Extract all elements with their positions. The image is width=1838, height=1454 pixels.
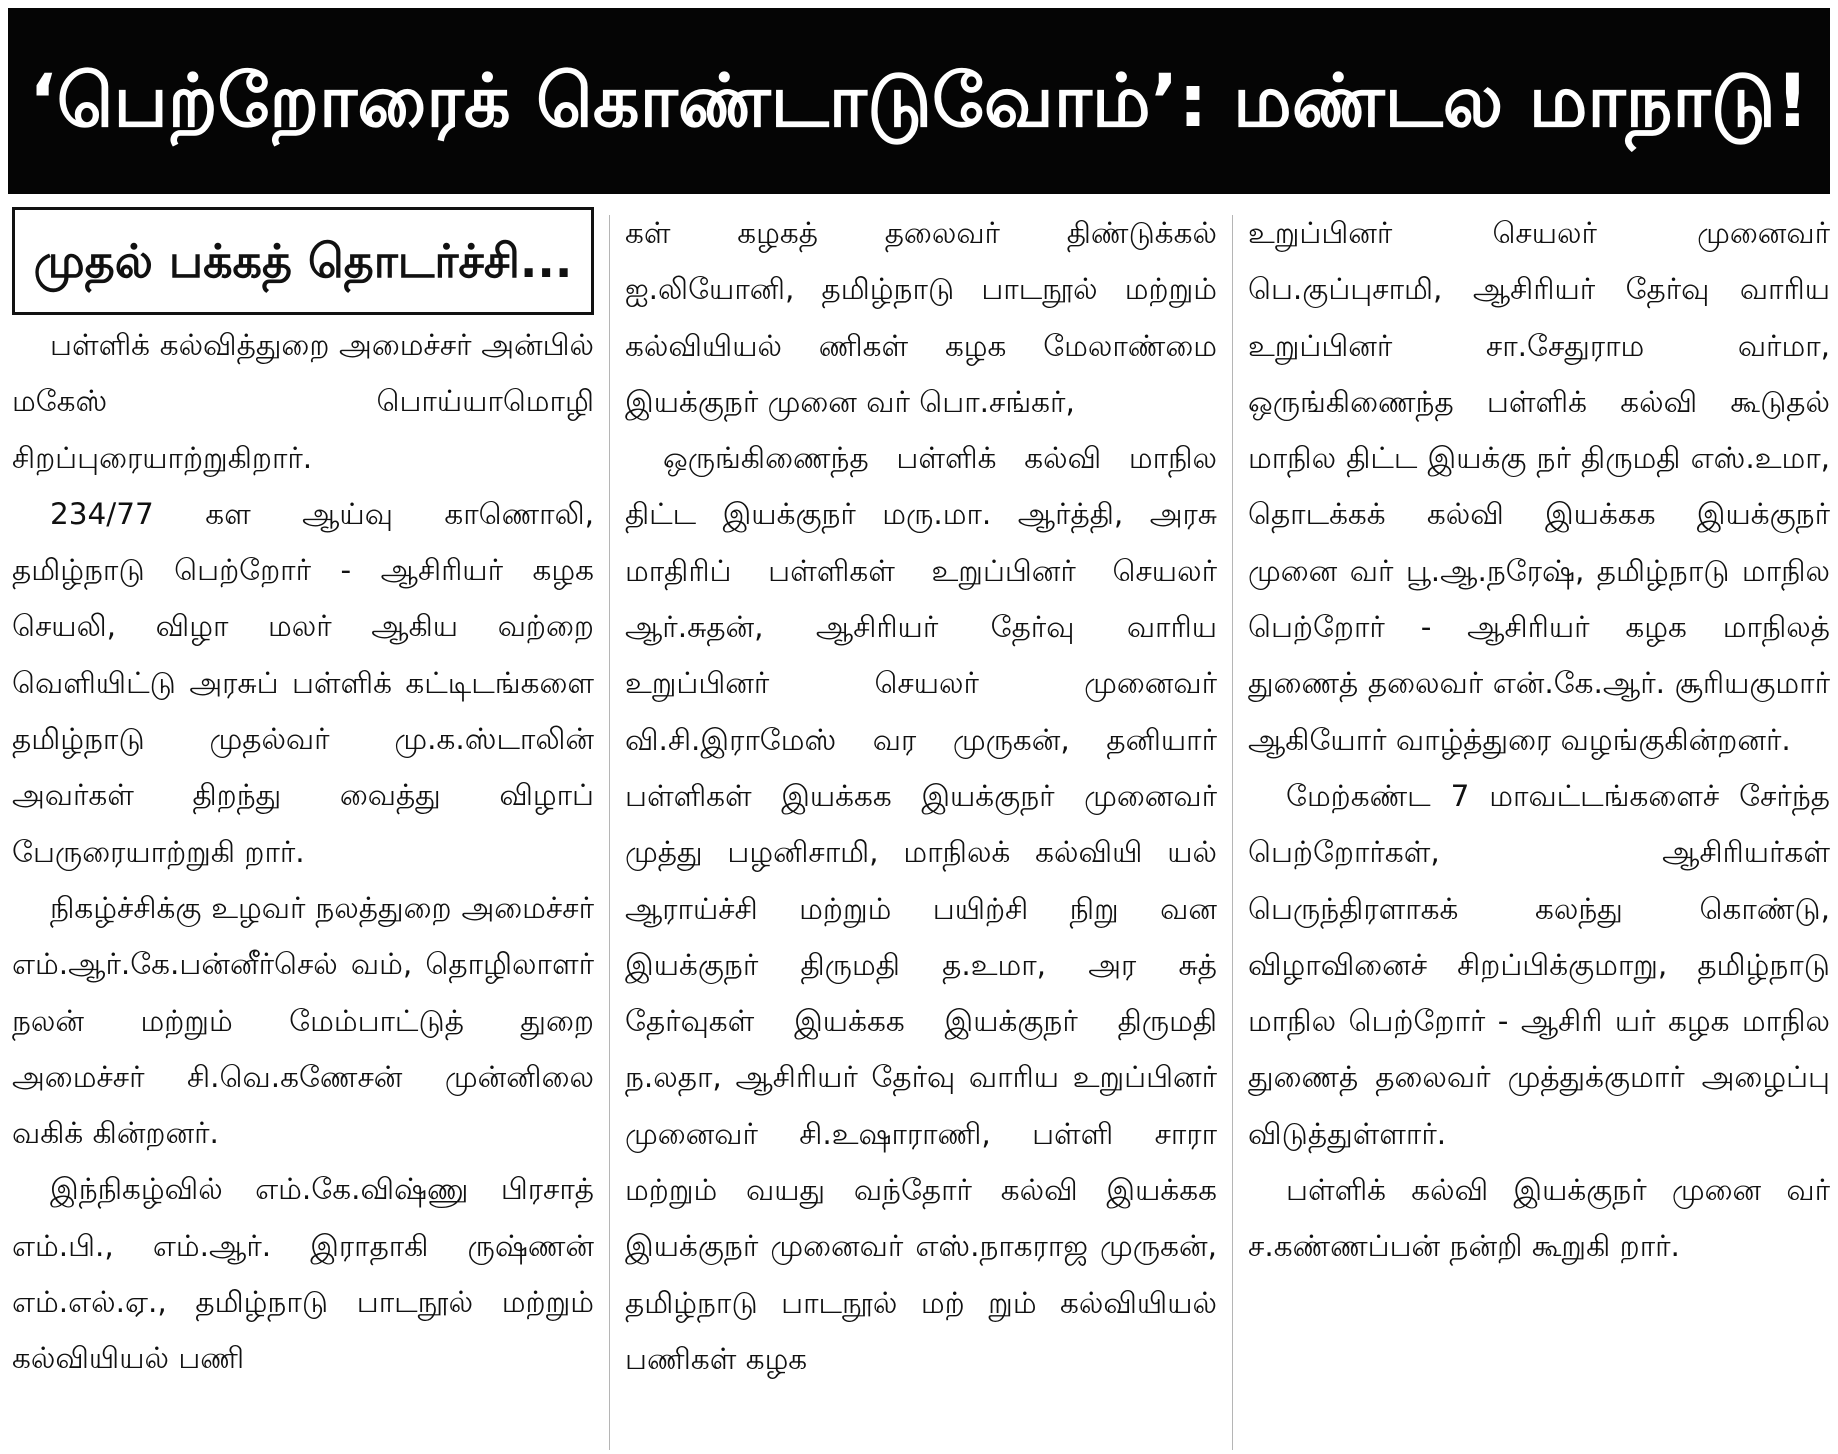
paragraph: ஒருங்கிணைந்த பள்ளிக் கல்வி மாநில திட்ட இயக்குநர் மரு.மா. ஆர்த்தி, அரசு மாதிரிப் பள்ளிகள் உறுப்பினர் செயலர் ஆர்.சுதன், ஆசிரியர் தேர்வு வாரிய உறுப்பினர் செயலர் முனைவர் வி.சி.இராமேஸ் வர முருகன், தனியார் பள்ளிகள் இயக்கக இயக்குநர் முனைவர் முத்து பழனிசாமி, மாநிலக் கல்வியி யல் ஆராய்ச்சி மற்றும் பயிற்சி நிறு வன இயக்குநர் திருமதி த.உமா, அர சுத் தேர்வுகள் இயக்கக இயக்குநர் திருமதி ந.லதா, ஆசிரியர் தேர்வு வாரிய உறுப்பினர் முனைவர் சி.உஷாராணி, பள்ளி சாரா மற்றும் வயது வந்தோர் கல்வி இயக்கக இயக்குநர் முனைவர் எஸ்.நாகராஜ முருகன், தமிழ்நாடு பாடநூல் மற் றும் கல்வியியல் பணிகள் கழக	[625, 441, 1217, 1376]
paragraph: பள்ளிக் கல்வித்துறை அமைச்சர் அன்பில் மகேஸ் பொய்யாமொழி சிறப்புரையாற்றுகிறார்.	[12, 328, 594, 475]
paragraph: உறுப்பினர் செயலர் முனைவர் பெ.குப்புசாமி, ஆசிரியர் தேர்வு வாரிய உறுப்பினர் சா.சேதுராம வர்மா, ஒருங்கிணைந்த பள்ளிக் கல்வி கூடுதல் மாநில திட்ட இயக்கு நர் திருமதி எஸ்.உமா, தொடக்கக் கல்வி இயக்கக இயக்குநர் முனை வர் பூ.ஆ.நரேஷ், தமிழ்நாடு மாநில பெற்றோர் - ஆசிரியர் கழக மாநிலத் துணைத் தலைவர் என்.கே.ஆர். சூரியகுமார் ஆகியோர் வாழ்த்துரை வழங்குகின்றனர்.	[1248, 216, 1830, 757]
article-columns	[8, 205, 1830, 1450]
paragraph: மேற்கண்ட 7 மாவட்டங்களைச் சேர்ந்த பெற்றோர்கள், ஆசிரியர்கள் பெருந்திரளாகக் கலந்து கொண்டு, விழாவினைச் சிறப்பிக்குமாறு, தமிழ்நாடு மாநில பெற்றோர் - ஆசிரி யர் கழக மாநில துணைத் தலைவர் முத்துக்குமார் அழைப்பு விடுத்துள்ளார்.	[1248, 778, 1830, 1151]
column-divider	[609, 215, 610, 1450]
headline-title: ‘பெற்றோரைக் கொண்டாடுவோம்’: மண்டல மாநாடு!	[28, 58, 1810, 144]
column-2	[625, 205, 1217, 1450]
column-divider	[1232, 215, 1233, 1450]
paragraph: 234/77 கள ஆய்வு காணொலி, தமிழ்நாடு பெற்றோர் - ஆசிரியர் கழக செயலி, விழா மலர் ஆகிய வற்றை வெளியிட்டு அரசுப் பள்ளிக் கட்டிடங்களை தமிழ்நாடு முதல்வர் மு.க.ஸ்டாலின் அவர்கள் திறந்து வைத்து விழாப் பேருரையாற்றுகி றார்.	[12, 496, 594, 869]
column-3	[1248, 205, 1830, 1450]
column-1	[12, 205, 594, 1450]
paragraph: பள்ளிக் கல்வி இயக்குநர் முனை வர் ச.கண்ணப்பன் நன்றி கூறுகி றார்.	[1248, 1173, 1830, 1264]
paragraph: கள் கழகத் தலைவர் திண்டுக்கல் ஐ.லியோனி, தமிழ்நாடு பாடநூல் மற்றும் கல்வியியல் ணிகள் கழக மேலாண்மை இயக்குநர் முனை வர் பொ.சங்கர்,	[625, 216, 1217, 419]
paragraph: நிகழ்ச்சிக்கு உழவர் நலத்துறை அமைச்சர் எம்.ஆர்.கே.பன்னீர்செல் வம், தொழிலாளர் நலன் மற்றும் மேம்பாட்டுத் துறை அமைச்சர் சி.வெ.கணேசன் முன்னிலை வகிக் கின்றனர்.	[12, 890, 594, 1151]
continued-from-front-page-box	[12, 207, 594, 315]
continued-label: முதல் பக்கத் தொடர்ச்சி...	[33, 233, 573, 288]
paragraph: இந்நிகழ்வில் எம்.கே.விஷ்ணு பிரசாத் எம்.பி., எம்.ஆர். இராதாகி ருஷ்ணன் எம்.எல்.ஏ., தமிழ்நாடு பாடநூல் மற்றும் கல்வியியல் பணி	[12, 1172, 594, 1376]
headline-banner	[8, 8, 1830, 194]
